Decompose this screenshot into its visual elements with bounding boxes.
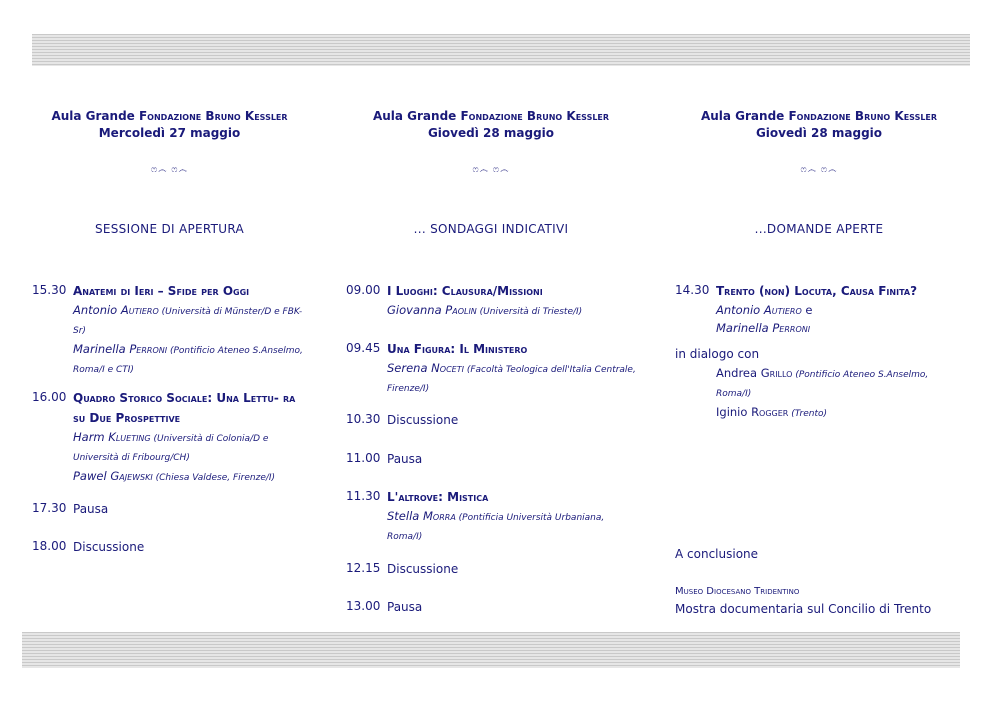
entry-title: I Luoghi: Clausura/Missioni <box>387 284 543 298</box>
date-label: Mercoledì 27 maggio <box>98 126 241 140</box>
ornament-flourish: ෆ෴ ෆ෴ <box>472 165 510 175</box>
section-title: ... SONDAGGI INDICATIVI <box>413 222 569 236</box>
entry-label: Pausa <box>387 600 423 614</box>
speaker: Andrea Grillo (Pontificio Ateneo S.Anselmo, Roma/I) <box>716 366 929 399</box>
entry-time: 17.30 <box>32 501 67 515</box>
ornament-flourish: ෆ෴ ෆ෴ <box>150 165 189 175</box>
schedule-entry <box>346 412 636 428</box>
exhibit-title: Mostra documentaria sul Concilio di Trento <box>675 602 932 616</box>
bottom-decorative-band <box>22 632 960 668</box>
speaker: Marinella Perroni <box>716 321 811 335</box>
venue-heading: Aula Grande Fondazione Bruno Kessler Giovedì 28 maggio <box>346 108 636 142</box>
speaker: Antonio Autiero (Università di Münster/D e FBK-Sr) <box>73 303 303 336</box>
speaker: Serena Noceti (Facoltà Teologica dell'Italia Centrale, Firenze/I) <box>387 361 636 394</box>
entry-title: Trento (non) Locuta, Causa Finita? <box>716 284 918 298</box>
section-title: SESSIONE DI APERTURA <box>94 222 245 236</box>
entry-label: Discussione <box>387 413 459 427</box>
speaker: Giovanna Paolin (Università di Trieste/I) <box>387 303 583 317</box>
schedule-entry <box>346 487 636 546</box>
schedule-entry <box>346 339 636 398</box>
schedule-entry <box>346 599 636 615</box>
speaker: Harm Klueting (Università di Colonia/D e Università di Fribourg/CH) <box>73 430 269 463</box>
entry-time: 15.30 <box>32 283 67 297</box>
schedule-entry <box>346 561 636 577</box>
entry-label: Pausa <box>73 502 109 516</box>
column-day-3 <box>675 0 963 620</box>
entry-time: 10.30 <box>346 412 381 426</box>
conclusion-label: A conclusione <box>675 547 759 561</box>
venue-heading: Aula Grande Fondazione Bruno Kessler Giovedì 28 maggio <box>675 108 963 142</box>
venue-heading: Aula Grande Fondazione Bruno Kessler Mercoledì 27 maggio <box>32 108 307 142</box>
speaker: Pawel Gajewski (Chiesa Valdese, Firenze/I) <box>73 469 276 483</box>
date-label: Giovedì 28 maggio <box>755 126 883 140</box>
entry-title: Una Figura: Il Ministero <box>387 342 528 356</box>
entry-time: 18.00 <box>32 539 67 553</box>
date-label: Giovedì 28 maggio <box>427 126 555 140</box>
dialogue-speakers <box>716 364 961 423</box>
speaker: Iginio Rogger (Trento) <box>716 405 828 419</box>
entry-time: 16.00 <box>32 390 67 404</box>
schedule-entry <box>32 501 307 517</box>
museum-name: Museo Diocesano Tridentino <box>675 586 800 597</box>
entry-label: Discussione <box>387 562 459 576</box>
entry-time: 09.45 <box>346 341 381 355</box>
section-title: ...DOMANDE APERTE <box>754 222 884 236</box>
entry-label: Pausa <box>387 452 423 466</box>
dialogue-label: in dialogo con <box>675 347 760 361</box>
entry-time: 11.30 <box>346 489 381 503</box>
schedule-entry <box>32 388 307 487</box>
column-day-2 <box>346 0 636 620</box>
entry-label: Discussione <box>73 540 145 554</box>
entry-time: 12.15 <box>346 561 381 575</box>
schedule-entry <box>32 539 307 555</box>
speaker: Stella Morra (Pontificia Università Urbaniana, Roma/I) <box>387 509 605 542</box>
schedule-entry <box>346 451 636 467</box>
schedule-entry <box>346 281 636 321</box>
entry-title: Quadro Storico Sociale: Una Lettu- ra su Due Prospettive <box>73 391 296 425</box>
speaker: Marinella Perroni (Pontificio Ateneo S.Anselmo, Roma/I e CTI) <box>73 342 303 375</box>
speaker: Antonio Autiero e <box>716 303 813 317</box>
schedule-entry <box>32 281 307 379</box>
schedule-entry <box>675 281 963 337</box>
entry-time: 11.00 <box>346 451 381 465</box>
entry-time: 09.00 <box>346 283 381 297</box>
entry-title: L'altrove: Mistica <box>387 490 489 504</box>
entry-title: Anatemi di Ieri – Sfide per Oggi <box>73 284 250 298</box>
entry-time: 14.30 <box>675 283 710 297</box>
entry-time: 13.00 <box>346 599 381 613</box>
column-day-1 <box>32 0 307 620</box>
ornament-flourish: ෆ෴ ෆ෴ <box>800 165 838 175</box>
